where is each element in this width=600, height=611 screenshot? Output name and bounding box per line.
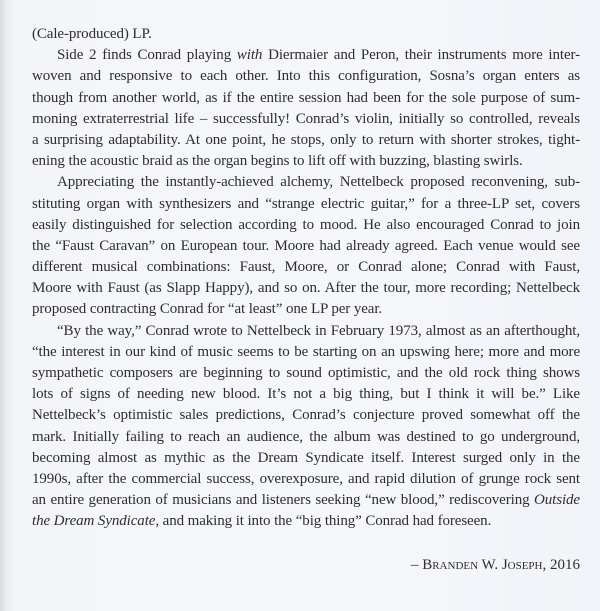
- text-line: [32, 257, 580, 278]
- text-line: [32, 363, 580, 384]
- text-segment: lots of signs of needing new blood. It’s not a big thing, but I think it will be.” Like: [32, 386, 580, 403]
- text-segment: easily distinguished for selection according to mood. He also encouraged Conrad to join: [32, 216, 580, 233]
- text-line: [32, 45, 580, 66]
- text-line: [32, 88, 580, 109]
- text-segment: mark. Initially failing to reach an audience, the album was destined to go underground,: [32, 428, 580, 445]
- paragraph: [32, 24, 580, 45]
- italic-text: with: [236, 47, 263, 64]
- text-line: [32, 236, 580, 257]
- text-line: [32, 342, 580, 363]
- paragraph: [32, 321, 580, 533]
- document-body: [32, 24, 580, 533]
- text-line: [32, 194, 580, 215]
- text-line: [32, 321, 580, 342]
- text-segment: ening the acoustic braid as the organ begins to lift off with buzzing, blasting swirls.: [32, 153, 523, 170]
- text-line: [32, 384, 580, 405]
- text-segment: “By the way,” Conrad wrote to Nettelbeck in February 1973, almost as an afterthought,: [57, 322, 580, 339]
- text-segment: (Cale-produced) LP.: [32, 26, 152, 42]
- signature-author: Branden W. Joseph: [422, 557, 543, 573]
- signature-dash: –: [410, 557, 423, 573]
- text-line: [32, 299, 580, 320]
- paragraph: [32, 172, 580, 320]
- signature: [411, 555, 580, 576]
- text-segment: , and making it into the “big thing” Conrad had foreseen.: [155, 513, 492, 530]
- text-segment: Appreciating the instantly-achieved alchemy, Nettelbeck proposed reconvening, sub-: [57, 174, 580, 191]
- text-segment: the “Faust Caravan” on European tour. Moore had already agreed. Each venue would see: [32, 237, 580, 254]
- text-segment: an entire generation of musicians and listeners seeking “new blood,” rediscovering: [32, 492, 535, 509]
- text-line: [32, 151, 580, 172]
- italic-text: the Dream Syndicate: [32, 513, 156, 530]
- text-segment: Nettelbeck’s optimistic sales predictions, Conrad’s conjecture proved somewhat off the: [32, 407, 580, 424]
- text-line: [32, 405, 580, 426]
- text-segment: Moore with Faust (as Slapp Happy), and so on. After the tour, more recording; Nettelbeck: [32, 280, 580, 297]
- text-segment: a surprising adaptability. At one point, he stops, only to return with shorter strokes, tight-: [32, 131, 580, 148]
- text-line: [32, 469, 580, 490]
- text-segment: different musical combinations: Faust, Moore, or Conrad alone; Conrad with Faust,: [32, 259, 580, 276]
- text-segment: Side 2 finds Conrad playing: [57, 47, 237, 64]
- text-segment: becoming almost as mythic as the Dream Syndicate itself. Interest surged only in the: [32, 449, 580, 466]
- text-segment: Diermaier and Peron, their instruments more inter-: [262, 47, 580, 64]
- text-line: [32, 130, 580, 151]
- text-segment: sympathetic composers are beginning to sound optimistic, and the old rock thing shows: [32, 365, 580, 381]
- text-segment: moning extraterrestrial life – successfully! Conrad’s violin, initially so controlled, reveals: [32, 110, 580, 127]
- signature-year: , 2016: [542, 557, 580, 573]
- text-line: [32, 172, 580, 193]
- text-segment: though from another world, as if the entire session had been for the sole purpose of sum-: [32, 89, 580, 106]
- text-line: [32, 511, 580, 532]
- text-line: [32, 427, 580, 448]
- text-segment: woven and responsive to each other. Into this configuration, Sosna’s organ enters as: [32, 68, 580, 85]
- text-line: [32, 66, 580, 87]
- text-segment: 1990s, after the commercial success, overexposure, and rapid dilution of grunge rock sent: [32, 470, 580, 487]
- text-segment: stituting organ with synthesizers and “strange electric guitar,” for a three-LP set, covers: [32, 195, 580, 212]
- text-line: [32, 24, 580, 45]
- text-line: [32, 490, 580, 511]
- text-segment: proposed contracting Conrad for “at least” one LP per year.: [32, 301, 383, 318]
- text-line: [32, 215, 580, 236]
- text-line: [32, 109, 580, 130]
- paragraph: [32, 45, 580, 172]
- italic-text: Outside: [534, 492, 580, 509]
- text-segment: “the interest in our kind of music seems to be starting on an upswing here; more and more: [32, 343, 580, 360]
- text-line: [32, 448, 580, 469]
- text-line: [32, 278, 580, 299]
